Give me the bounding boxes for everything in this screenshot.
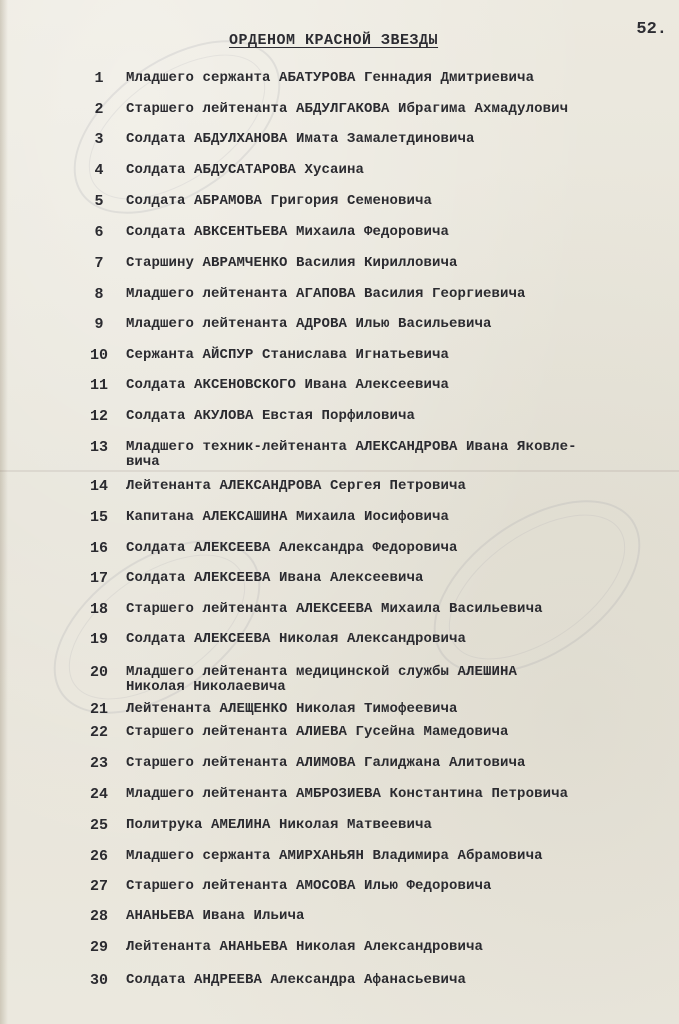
item-text: Капитана АЛЕКСАШИНА Михаила Иосифовича [126,509,450,525]
item-text: Лейтенанта АНАНЬЕВА Николая Александровича [126,939,484,955]
item-text: Солдата АБРАМОВА Григория Семеновича [126,193,433,209]
item-number: 22 [89,724,108,741]
item-text: Старшину АВРАМЧЕНКО Василия Кирилловича [126,255,458,271]
item-number: 14 [89,478,108,495]
item-number: 18 [89,601,108,618]
item-number: 30 [89,972,108,989]
item-text: Младшего лейтенанта АМБРОЗИЕВА Константина Петровича [126,786,569,802]
item-number: 17 [89,570,108,587]
item-number: 15 [89,509,108,526]
item-number: 12 [89,408,108,425]
item-text-continuation: вича [126,454,160,470]
item-text: Солдата АЛЕКСЕЕВА Николая Александровича [126,631,467,647]
item-text: АНАНЬЕВА Ивана Ильича [126,908,305,924]
item-text: Младшего лейтенанта АГАПОВА Василия Георгиевича [126,286,526,302]
paper-edge-shadow [0,0,8,1024]
item-number: 9 [94,316,104,333]
item-text: Солдата АКУЛОВА Евстая Порфиловича [126,408,416,424]
item-number: 2 [94,101,104,118]
item-text: Лейтенанта АЛЕЩЕНКО Николая Тимофеевича [126,701,458,717]
item-number: 16 [89,540,108,557]
item-number: 1 [94,70,104,87]
item-number: 20 [89,664,108,681]
item-number: 28 [89,908,108,925]
item-number: 5 [94,193,104,210]
item-number: 3 [94,131,104,148]
item-text: Младшего сержанта АМИРХАНЬЯН Владимира Абрамовича [126,848,543,864]
page-heading: ОРДЕНОМ КРАСНОЙ ЗВЕЗДЫ [229,32,439,49]
item-number: 23 [89,755,108,772]
item-text: Младшего лейтенанта медицинской службы АЛЕШИНА [126,664,518,680]
item-text: Младшего лейтенанта АДРОВА Илью Васильевича [126,316,492,332]
item-number: 26 [89,848,108,865]
item-text: Старшего лейтенанта АБДУЛГАКОВА Ибрагима Ахмадулович [126,101,569,117]
item-text: Старшего лейтенанта АЛЕКСЕЕВА Михаила Васильевича [126,601,543,617]
item-text: Политрука АМЕЛИНА Николая Матвеевича [126,817,433,833]
item-text: Младшего сержанта АБАТУРОВА Геннадия Дмитриевича [126,70,535,86]
item-number: 29 [89,939,108,956]
item-text: Солдата АНДРЕЕВА Александра Афанасьевича [126,972,467,988]
item-number: 10 [89,347,108,364]
item-text: Старшего лейтенанта АЛИМОВА Галиджана Алитовича [126,755,526,771]
paper-fold-line [0,470,679,472]
item-number: 8 [94,286,104,303]
item-text: Солдата АВКСЕНТЬЕВА Михаила Федоровича [126,224,450,240]
item-text: Лейтенанта АЛЕКСАНДРОВА Сергея Петровича [126,478,467,494]
item-text: Солдата АКСЕНОВСКОГО Ивана Алексеевича [126,377,450,393]
item-text-continuation: Николая Николаевича [126,679,286,695]
item-text: Старшего лейтенанта АМОСОВА Илью Федоровича [126,878,492,894]
item-text: Солдата АБДУСАТАРОВА Хусаина [126,162,365,178]
item-text: Солдата АЛЕКСЕЕВА Ивана Алексеевича [126,570,424,586]
item-number: 13 [89,439,108,456]
item-text: Старшего лейтенанта АЛИЕВА Гусейна Мамедовича [126,724,509,740]
item-number: 24 [89,786,108,803]
item-number: 6 [94,224,104,241]
item-number: 11 [89,377,108,394]
item-number: 7 [94,255,104,272]
item-text: Солдата АЛЕКСЕЕВА Александра Федоровича [126,540,458,556]
item-number: 19 [89,631,108,648]
item-text: Солдата АБДУЛХАНОВА Имата Замалетдиновича [126,131,475,147]
item-number: 4 [94,162,104,179]
item-text: Младшего техник-лейтенанта АЛЕКСАНДРОВА Ивана Яковле- [126,439,577,455]
item-text: Сержанта АЙСПУР Станислава Игнатьевича [126,347,450,363]
item-number: 25 [89,817,108,834]
item-number: 27 [89,878,108,895]
page-number: 52. [636,20,667,39]
item-number: 21 [89,701,108,718]
